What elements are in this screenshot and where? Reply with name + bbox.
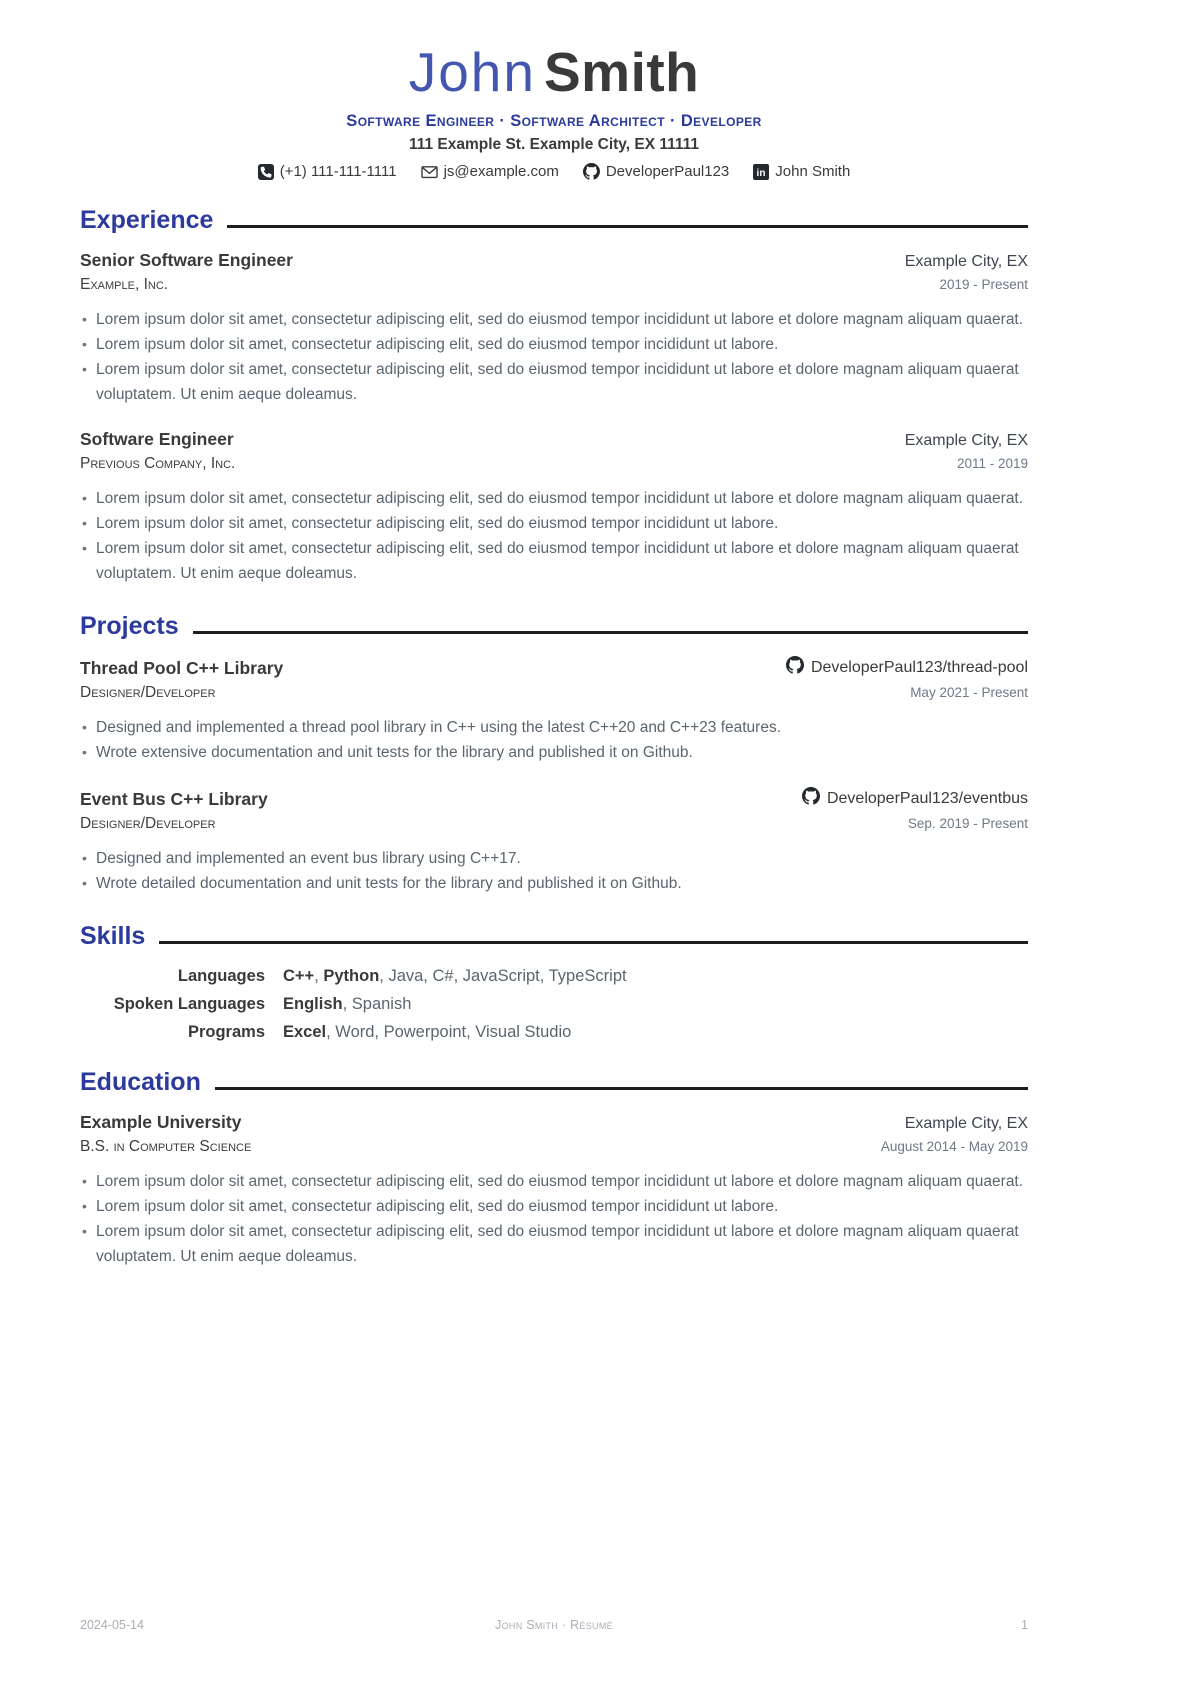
job-title: Software Engineer (80, 429, 234, 449)
education-bullets (80, 1169, 1028, 1269)
job-title: Senior Software Engineer (80, 250, 293, 270)
github-icon (802, 787, 820, 810)
email-link[interactable] (421, 163, 559, 180)
resume-header (80, 40, 1028, 180)
section-title: Education (80, 1068, 201, 1096)
phone-link[interactable] (258, 163, 397, 180)
footer-title: John Smith · Résumé (495, 1618, 613, 1632)
linkedin-profile-link[interactable] (753, 163, 850, 180)
job-dates: 2011 - 2019 (956, 456, 1028, 471)
heading-rule (215, 1087, 1028, 1090)
project-name: Thread Pool C++ Library (80, 658, 284, 678)
repo-path: DeveloperPaul123/thread-pool (810, 658, 1028, 676)
tagline: Software Engineer · Software Architect · Developer (346, 112, 762, 130)
first-name: John (408, 41, 536, 103)
email-address: js@example.com (443, 163, 559, 180)
bullet-item: • Lorem ipsum dolor sit amet, consectetur adipiscing elit, sed do eiusmod tempor incididunt ut labore et dolore magnam aliquam quaerat. (96, 307, 1028, 332)
project-dates: Sep. 2019 - Present (907, 816, 1028, 831)
project-dates: May 2021 - Present (910, 685, 1028, 700)
experience-entry (80, 429, 1028, 586)
experience-section (80, 206, 1028, 586)
github-icon (583, 163, 600, 180)
school-name: Example University (80, 1112, 242, 1132)
phone-number: (+1) 111-111-1111 (279, 163, 397, 180)
education-section (80, 1068, 1028, 1269)
project-role: Designer/Developer (80, 815, 216, 832)
bullet-item: • Lorem ipsum dolor sit amet, consectetur adipiscing elit, sed do eiusmod tempor incididunt ut labore. (96, 511, 1028, 536)
github-icon (786, 656, 804, 679)
skills-heading (80, 922, 1028, 951)
envelope-icon (421, 164, 438, 180)
skill-values: C++, Python, Java, C#, JavaScript, TypeScript (283, 967, 627, 985)
section-title: Skills (80, 922, 146, 950)
skill-row (80, 1023, 1028, 1042)
bullet-item: • Designed and implemented a thread pool library in C++ using the latest C++20 and C++23 features. (96, 715, 1028, 740)
footer-date: 2024-05-14 (80, 1618, 144, 1632)
skills-table (80, 967, 1028, 1042)
job-dates: 2019 - Present (939, 277, 1028, 292)
page-footer (80, 1618, 1028, 1632)
bullet-item: • Lorem ipsum dolor sit amet, consectetur adipiscing elit, sed do eiusmod tempor incididunt ut labore. (96, 1194, 1028, 1219)
contact-row (80, 163, 1028, 180)
last-name: Smith (543, 41, 700, 103)
job-bullets (80, 486, 1028, 586)
project-repo-link[interactable] (802, 787, 1028, 810)
bullet-item: • Lorem ipsum dolor sit amet, consectetur adipiscing elit, sed do eiusmod tempor incididunt ut labore et dolore magnam aliquam quaerat. (96, 486, 1028, 511)
github-profile-link[interactable] (583, 163, 729, 180)
project-name: Event Bus C++ Library (80, 789, 268, 809)
skills-section (80, 922, 1028, 1042)
bullet-item: • Wrote detailed documentation and unit tests for the library and published it on Github. (96, 871, 1028, 896)
skill-category-label: Programs (187, 1023, 265, 1041)
heading-rule (159, 941, 1028, 944)
section-title: Projects (80, 612, 179, 640)
svg-text:in: in (756, 167, 766, 179)
repo-path: DeveloperPaul123/eventbus (826, 789, 1028, 807)
phone-icon (258, 164, 274, 180)
project-bullets (80, 846, 1028, 896)
job-bullets (80, 307, 1028, 407)
bullet-item: • Lorem ipsum dolor sit amet, consectetur adipiscing elit, sed do eiusmod tempor incididunt ut labore. (96, 332, 1028, 357)
address-line: 111 Example St. Example City, EX 11111 (408, 136, 700, 153)
projects-section (80, 612, 1028, 896)
experience-entry (80, 250, 1028, 407)
projects-heading (80, 612, 1028, 641)
education-dates: August 2014 - May 2019 (880, 1139, 1028, 1154)
experience-heading (80, 206, 1028, 235)
project-role: Designer/Developer (80, 684, 216, 701)
footer-page-number: 1 (1021, 1618, 1028, 1632)
job-location: Example City, EX (904, 432, 1028, 449)
bullet-item: • Wrote extensive documentation and unit tests for the library and published it on Github. (96, 740, 1028, 765)
skill-row (80, 967, 1028, 986)
project-entry (80, 656, 1028, 765)
project-entry (80, 787, 1028, 896)
linkedin-icon (753, 164, 769, 180)
page-title (80, 40, 1028, 104)
bullet-item: • Lorem ipsum dolor sit amet, consectetur adipiscing elit, sed do eiusmod tempor incididunt ut labore et dolore magnam aliquam quaerat voluptatem. Ut enim aeque doleamus. (96, 536, 1028, 586)
company-name: Example, Inc. (80, 276, 169, 293)
project-bullets (80, 715, 1028, 765)
skill-values: English, Spanish (283, 995, 412, 1013)
bullet-item: • Lorem ipsum dolor sit amet, consectetur adipiscing elit, sed do eiusmod tempor incididunt ut labore et dolore magnam aliquam quaerat. (96, 1169, 1028, 1194)
school-location: Example City, EX (904, 1115, 1028, 1132)
job-location: Example City, EX (904, 253, 1028, 270)
project-repo-link[interactable] (786, 656, 1028, 679)
degree-name: B.S. in Computer Science (80, 1138, 252, 1155)
github-username: DeveloperPaul123 (605, 163, 730, 180)
skill-values: Excel, Word, Powerpoint, Visual Studio (283, 1023, 572, 1041)
bullet-item: • Designed and implemented an event bus library using C++17. (96, 846, 1028, 871)
education-heading (80, 1068, 1028, 1097)
company-name: Previous Company, Inc. (80, 455, 236, 472)
heading-rule (193, 631, 1028, 634)
bullet-item: • Lorem ipsum dolor sit amet, consectetur adipiscing elit, sed do eiusmod tempor incididunt ut labore et dolore magnam aliquam quaerat voluptatem. Ut enim aeque doleamus. (96, 357, 1028, 407)
linkedin-name: John Smith (775, 163, 851, 180)
education-entry (80, 1112, 1028, 1269)
bullet-item: • Lorem ipsum dolor sit amet, consectetur adipiscing elit, sed do eiusmod tempor incididunt ut labore et dolore magnam aliquam quaerat voluptatem. Ut enim aeque doleamus. (96, 1219, 1028, 1269)
heading-rule (227, 225, 1028, 228)
skill-category-label: Spoken Languages (113, 995, 265, 1013)
section-title: Experience (80, 206, 214, 234)
skill-category-label: Languages (177, 967, 265, 985)
skill-row (80, 995, 1028, 1014)
